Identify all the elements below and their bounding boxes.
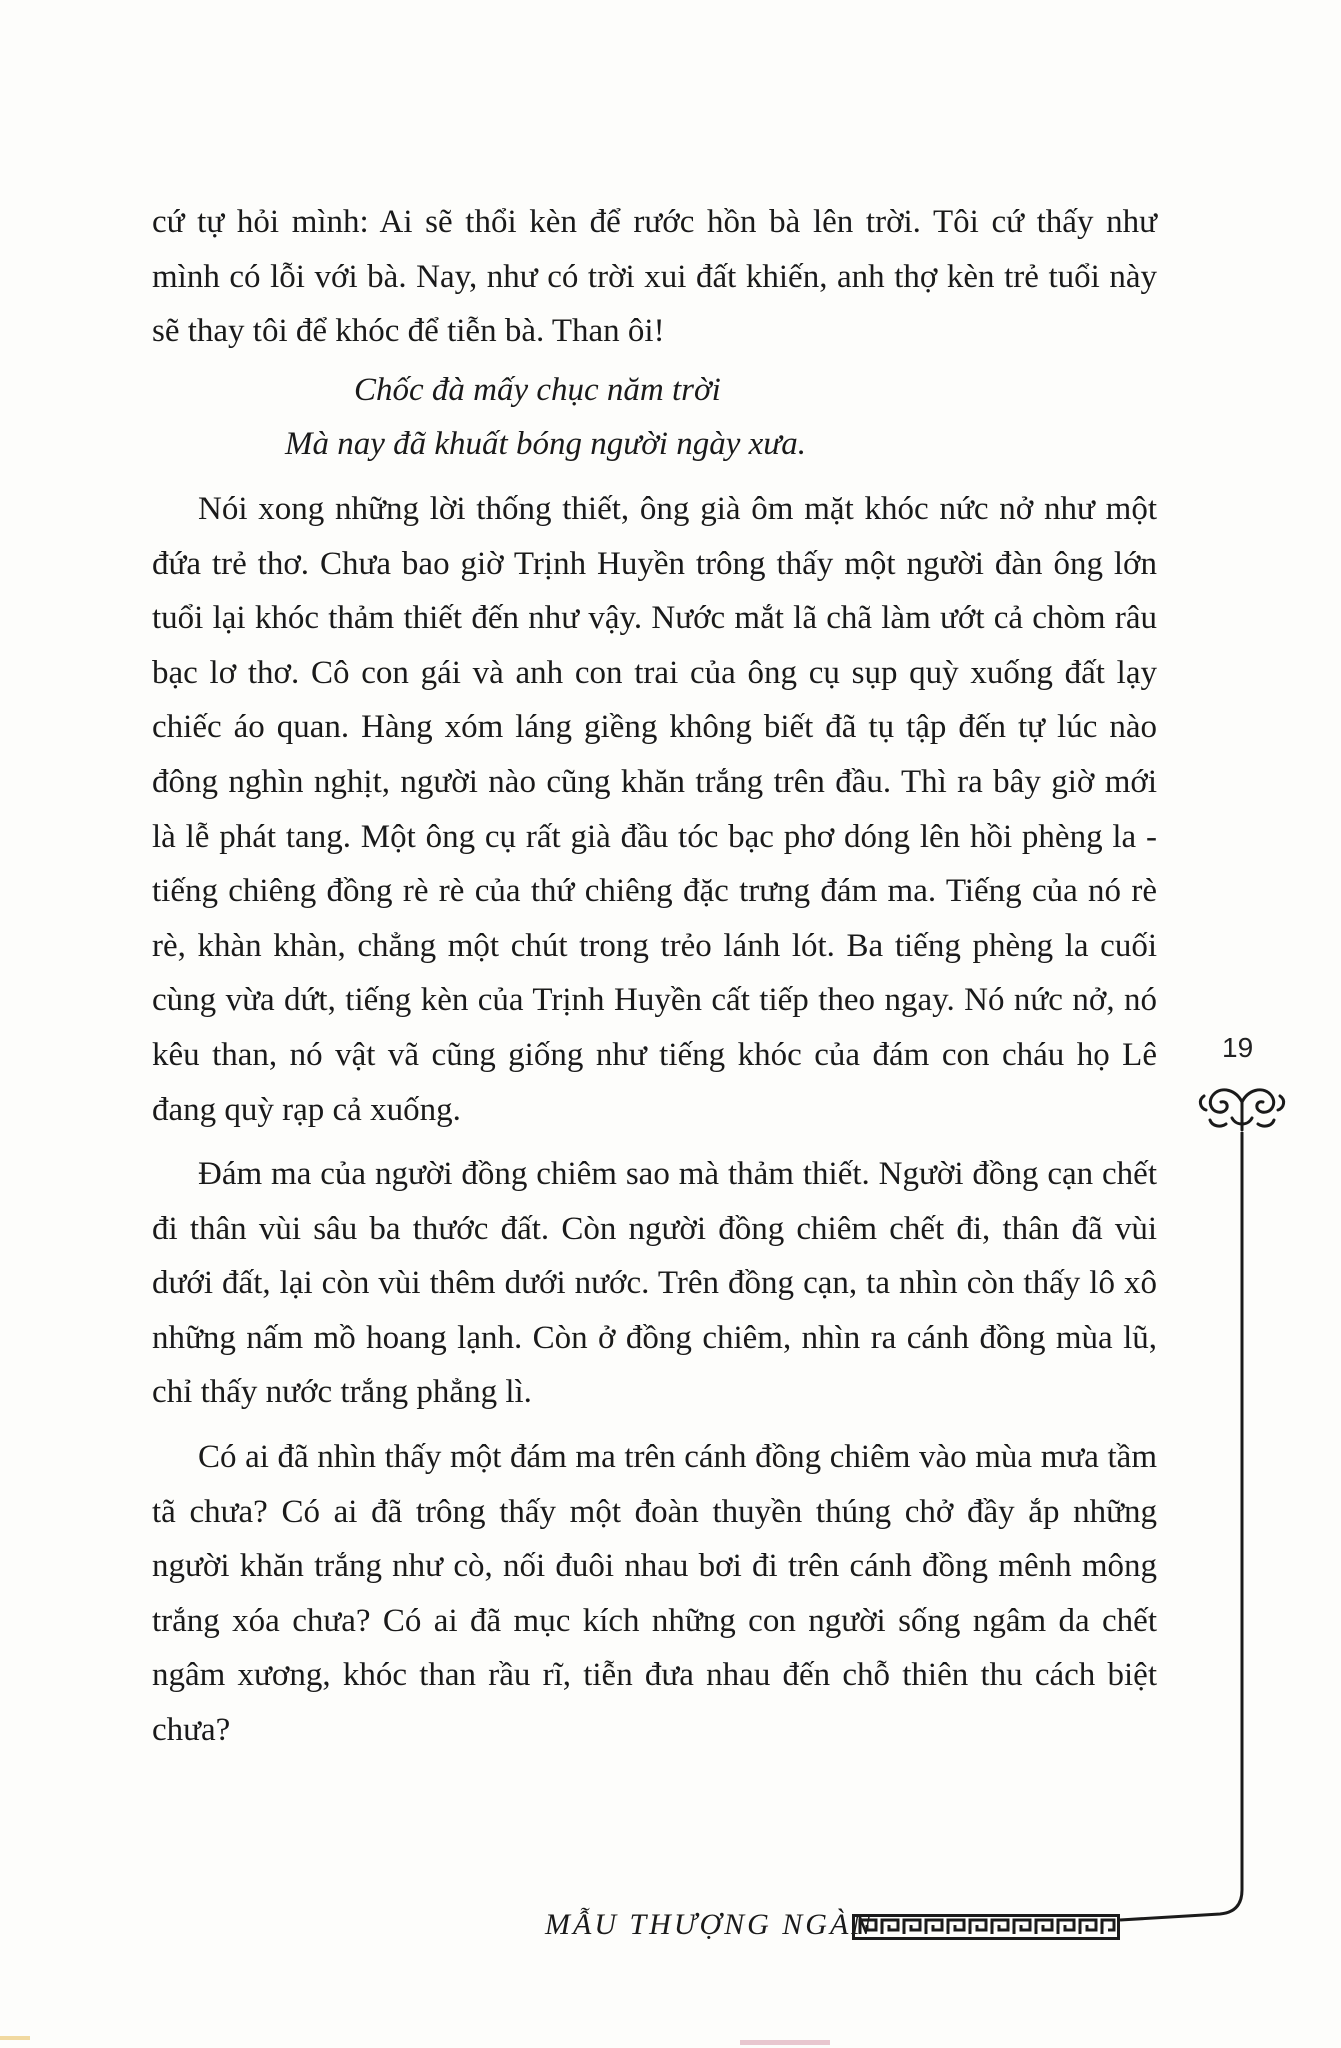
footer-book-title: MẪU THƯỢNG NGÀN [545, 1908, 875, 1941]
paragraph-3: Đám ma của người đồng chiêm sao mà thảm thiết. Người đồng cạn chết đi thân vùi sâu ba thước đất. Còn người đồng chiêm chết đi, thân đã vùi dưới đất, lại còn vùi thêm dưới nước. Trên đồng cạn, ta nhìn còn thấy lô xô những nấm mồ hoang lạnh. Còn ở đồng chiêm, nhìn ra cánh đồng mùa lũ, chỉ thấy nước trắng phẳng lì. [152, 1156, 1157, 1411]
edge-mark [0, 2036, 30, 2040]
verse [152, 363, 1157, 472]
verse-line-1: Chốc đà mấy chục năm trời [354, 371, 721, 408]
greek-key-meander-icon [852, 1914, 1120, 1940]
verse-line-2: Mà nay đã khuất bóng người ngày xưa. [285, 426, 807, 463]
cloud-scroll-ornament-icon [1196, 1072, 1288, 1132]
page-number: 19 [1222, 1032, 1254, 1063]
body-text [152, 195, 1157, 1758]
edge-mark [740, 2040, 830, 2045]
paragraph-2: Nói xong những lời thống thiết, ông già ôm mặt khóc nức nở như một đứa trẻ thơ. Chưa bao giờ Trịnh Huyền trông thấy một người đàn ông lớn tuổi lại khóc thảm thiết đến như vậy. Nước mắt lã chã làm ướt cả chòm râu bạc lơ thơ. Cô con gái và anh con trai của ông cụ sụp quỳ xuống đất lạy chiếc áo quan. Hàng xóm láng giềng không biết đã tụ tập đến tự lúc nào đông nghìn nghịt, người nào cũng khăn trắng trên đầu. Thì ra bây giờ mới là lễ phát tang. Một ông cụ rất già đầu tóc bạc phơ dóng lên hồi phèng la - tiếng chiêng đồng rè rè của thứ chiêng đặc trưng đám ma. Tiếng của nó rè rè, khàn khàn, chẳng một chút trong trẻo lánh lót. Ba tiếng phèng la cuối cùng vừa dứt, tiếng kèn của Trịnh Huyền cất tiếp theo ngay. Nó nức nở, nó kêu than, nó vật vã cũng giống như tiếng khóc của đám con cháu họ Lê đang quỳ rạp cả xuống. [152, 490, 1157, 1128]
paragraph-1: cứ tự hỏi mình: Ai sẽ thổi kèn để rước hồn bà lên trời. Tôi cứ thấy như mình có lỗi với bà. Nay, như có trời xui đất khiến, anh thợ kèn trẻ tuổi này sẽ thay tôi để khóc để tiễn bà. Than ôi! [152, 204, 1157, 350]
paragraph-4: Có ai đã nhìn thấy một đám ma trên cánh đồng chiêm vào mùa mưa tầm tã chưa? Có ai đã trông thấy một đoàn thuyền thúng chở đầy ắp những người khăn trắng như cò, nối đuôi nhau bơi đi trên cánh đồng mênh mông trắng xóa chưa? Có ai đã mục kích những con người sống ngâm da chết ngâm xương, khóc than rầu rĩ, tiễn đưa nhau đến chỗ thiên thu cách biệt chưa? [152, 1439, 1157, 1749]
